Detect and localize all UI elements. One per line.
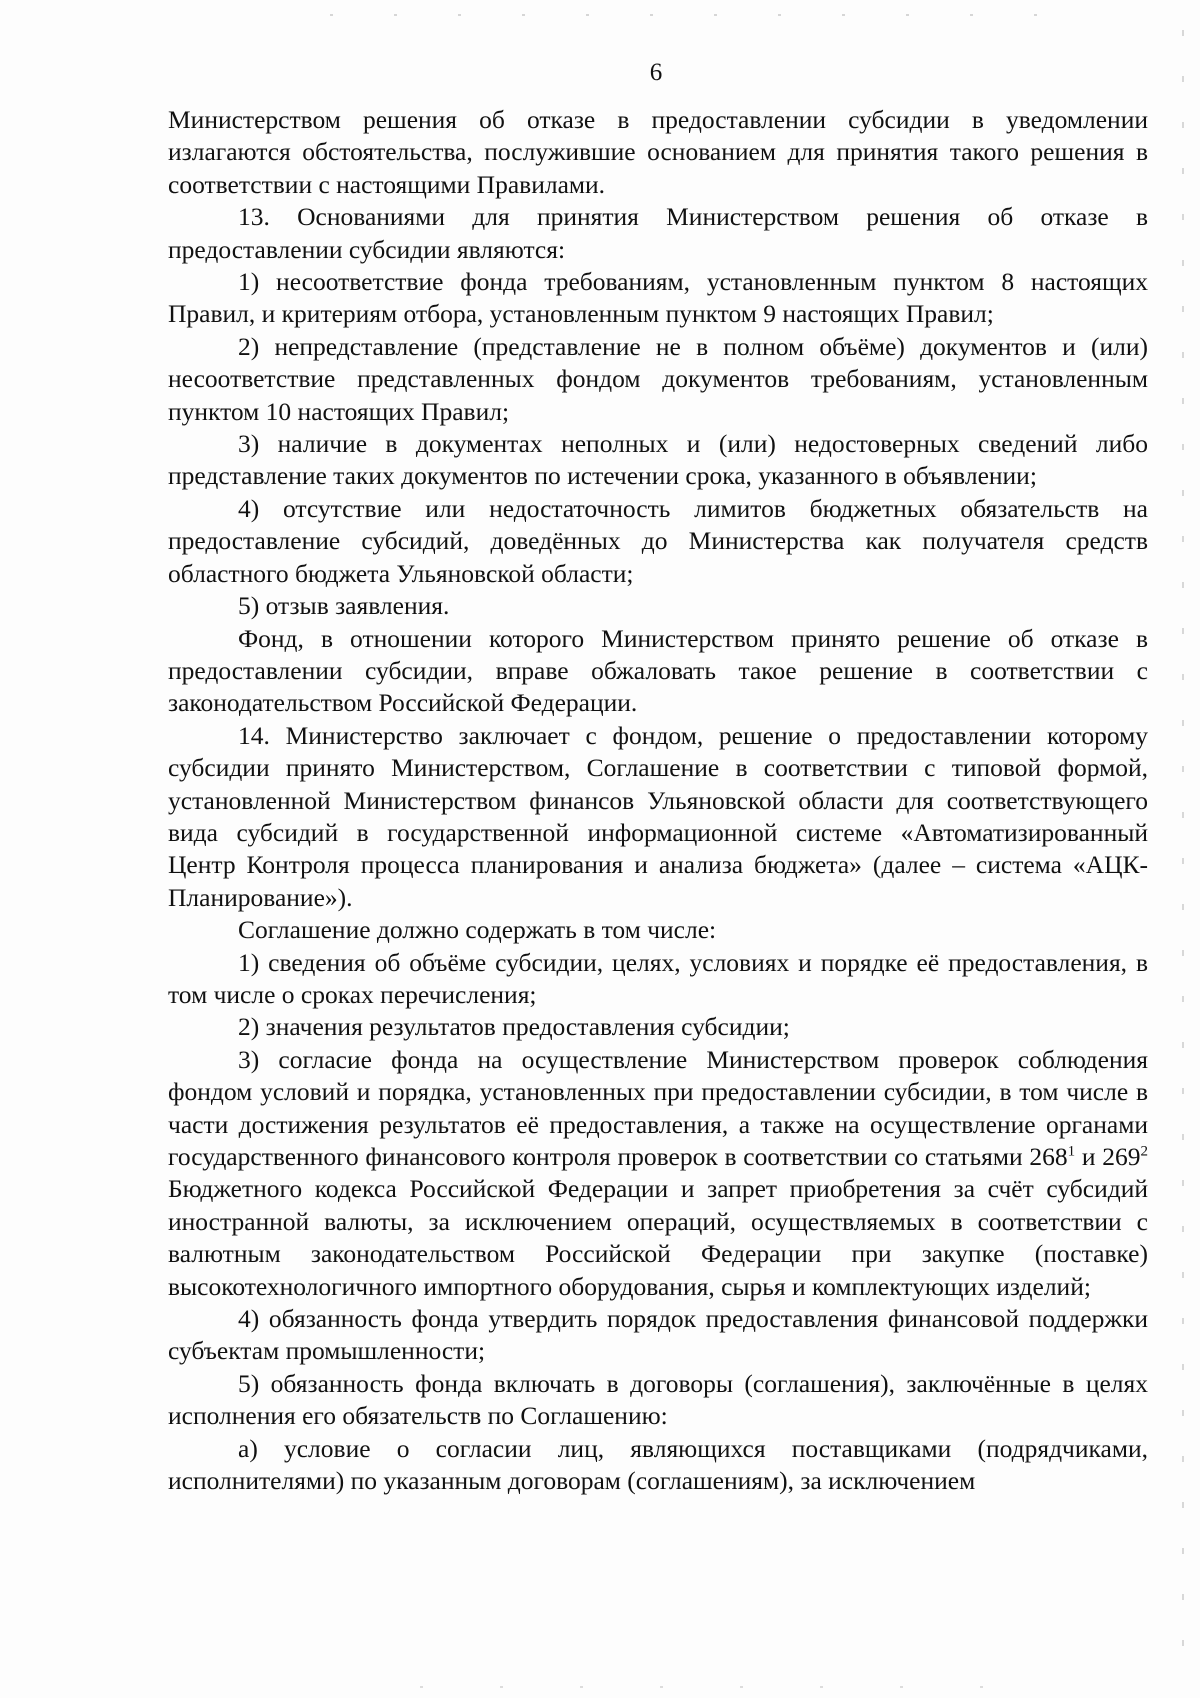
paragraph-continuation: Министерством решения об отказе в предоставлении субсидии в уведомлении излагаются обстоятельства, послужившие основанием для принятия такого решения в соответствии с настоящими Правилами.	[168, 105, 1148, 199]
list-item-14-3-text-c: Бюджетного кодекса Российской Федерации и запрет приобретения за счёт субсидий иностранной валюты, за исключением операций, осуществляемых в соответствии с валютным законодательством Российской Федерации при закупке (поставке) высокотехнологичного импортного оборудования, сырья и комплектующих изделий;	[168, 1174, 1148, 1301]
scan-artifact-bottom	[420, 1686, 1060, 1688]
scan-artifact-top	[330, 14, 1090, 16]
list-item-13-5: 5) отзыв заявления.	[238, 591, 450, 621]
paragraph-appeal: Фонд, в отношении которого Министерством принято решение об отказе в предоставлении субсидии, вправе обжаловать такое решение в соответствии с законодательством Российской Федерации.	[168, 623, 1148, 718]
list-item-13-3: 3) наличие в документах неполных и (или) недостоверных сведений либо представление таких документов по истечении срока, указанного в объявлении;	[168, 429, 1148, 491]
superscript-2: 2	[1140, 1143, 1148, 1160]
document-body	[168, 104, 1148, 1497]
list-item-14-3	[168, 1044, 1148, 1303]
list-item-14-4: 4) обязанность фонда утвердить порядок предоставления финансовой поддержки субъектам промышленности;	[168, 1304, 1148, 1366]
list-item-14-3-text-a: 3) согласие фонда на осуществление Министерством проверок соблюдения фондом условий и порядка, установленных при предоставлении субсидии, в том числе в части достижения результатов её предоставления, а также на осуществление органами государственного финансового контроля проверок в соответствии со статьями 268	[168, 1044, 1148, 1171]
list-item-13-2: 2) непредставление (представление не в полном объёме) документов и (или) несоответствие представленных фондом документов требованиям, установленным пунктом 10 настоящих Правил;	[168, 331, 1148, 426]
paragraph-14: 14. Министерство заключает с фондом, решение о предоставлении которому субсидии принято Министерством, Соглашение в соответствии с типовой формой, установленной Министерством финансов Ульяновской области для соответствующего вида субсидий в государственной информационной системе «Автоматизированный Центр Контроля процесса планирования и анализа бюджета» (далее – система «АЦК-Планирование»).	[168, 720, 1148, 912]
list-item-14-1: 1) сведения об объёме субсидии, целях, условиях и порядке её предоставления, в том числе о сроках перечисления;	[168, 947, 1148, 1009]
paragraph-agreement-contents: Соглашение должно содержать в том числе:	[238, 915, 717, 945]
scan-artifact-right-edge	[1182, 30, 1184, 1670]
list-item-14-5-a: а) условие о согласии лиц, являющихся поставщиками (подрядчиками, исполнителями) по указанным договорам (соглашениям), за исключением	[168, 1433, 1148, 1496]
list-item-13-4: 4) отсутствие или недостаточность лимитов бюджетных обязательств на предоставление субсидий, доведённых до Министерства как получателя средств областного бюджета Ульяновской области;	[168, 493, 1148, 588]
list-item-13-1: 1) несоответствие фонда требованиям, установленным пунктом 8 настоящих Правил, и критериям отбора, установленным пунктом 9 настоящих Правил;	[168, 267, 1148, 329]
page-number: 6	[649, 59, 663, 86]
superscript-1: 1	[1067, 1143, 1076, 1160]
list-item-14-5: 5) обязанность фонда включать в договоры (соглашения), заключённые в целях исполнения его обязательств по Соглашению:	[168, 1368, 1148, 1431]
paragraph-13: 13. Основаниями для принятия Министерством решения об отказе в предоставлении субсидии являются:	[168, 202, 1148, 264]
list-item-14-2: 2) значения результатов предоставления субсидии;	[238, 1012, 790, 1042]
list-item-14-3-text-b: и 269	[1075, 1142, 1141, 1171]
